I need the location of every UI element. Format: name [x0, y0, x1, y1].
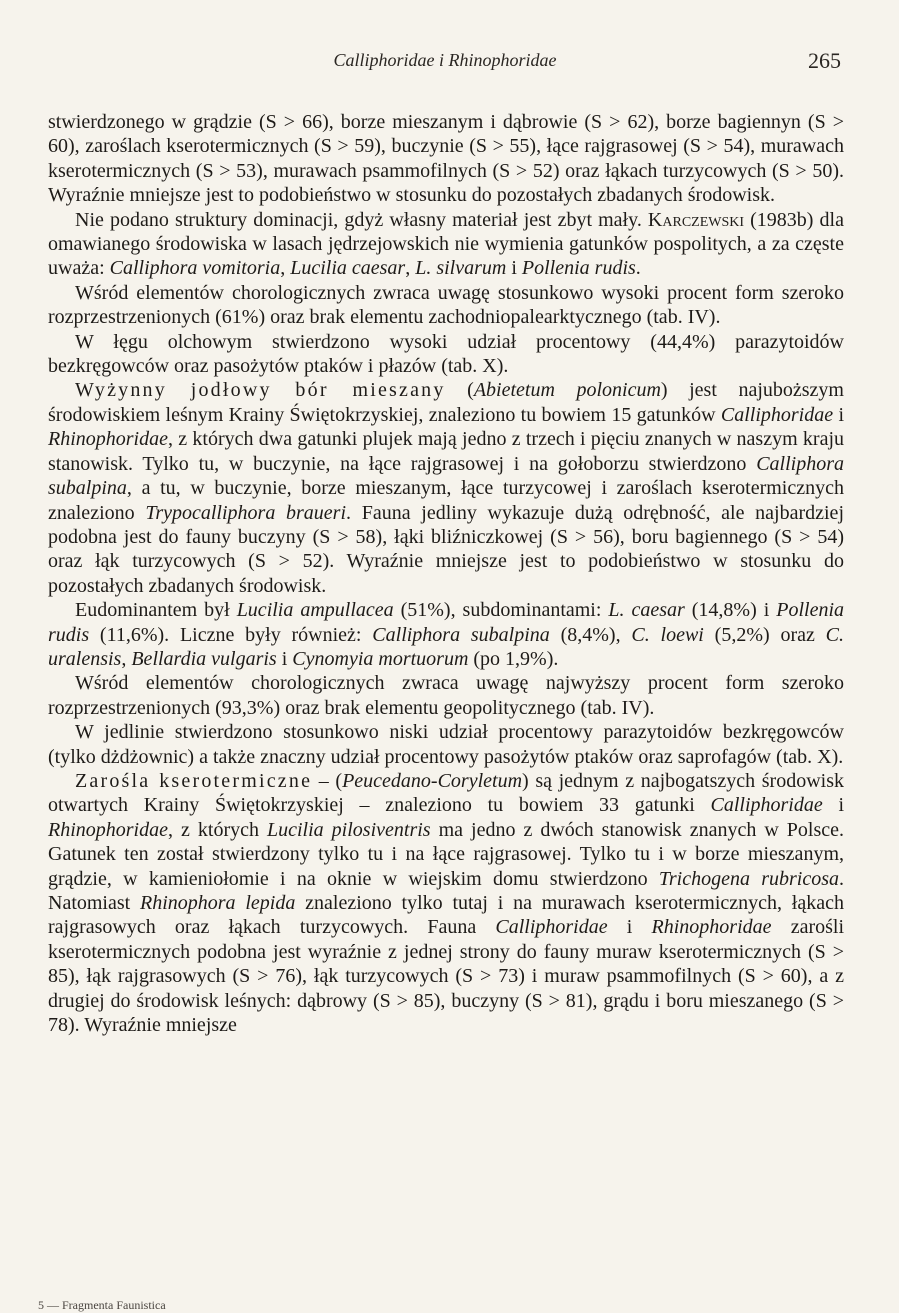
paragraph-3: Wśród elementów chorologicznych zwraca uwagę stosunkowo wysoki procent form szeroko rozprzestrzenionych (61%) oraz brak elementu zachodniopalearktycznego (tab. IV). [48, 281, 844, 329]
species-name: L. silvarum [415, 257, 507, 280]
paragraph-9: Zarośla kserotermiczne – (Peucedano-Coryletum) są jednym z najbogatszych środowisk otwartych Krainy Świętokrzyskiej – znaleziono tu bowiem 33 gatunki Calliphoridae i Rhinophoridae, z których Lucilia pilosiventris ma jedno z dwóch stanowisk znanych w Polsce. Gatunek ten został stwierdzony tylko tu i na łące rajgrasowej. Tylko tu i w borze mieszanym, grądzie, w kamieniołomie i na oknie w wiejskim domu stwierdzono Trichogena rubricosa. Natomiast Rhinophora lepida znaleziono tylko tutaj i na murawach kserotermicznych, łąkach rajgrasowych oraz łąkach turzycowych. Fauna Calliphoridae i Rhinophoridae zarośli kserotermicznych podobna jest wyraźnie z jednej strony do fauny muraw kserotermicznych (S > 85), łąk rajgrasowych (S > 76), łąk turzycowych (S > 73) i muraw psammofilnych (S > 60), a z drugiej do środowisk leśnych: dąbrowy (S > 85), buczyny (S > 81), grądu i boru mieszanego (S > 78). Wyraźnie mniejsze [48, 769, 844, 1037]
species-name: Bellardia vulgaris [131, 647, 277, 670]
family-name: Calliphoridae [720, 403, 834, 426]
running-title: Calliphoridae i Rhinophoridae [333, 50, 557, 70]
species-name: C. loewi [631, 623, 704, 646]
species-name: Pollenia rudis [521, 257, 636, 280]
species-name: Calliphora subalpina [48, 452, 844, 500]
family-name: Rhinophoridae [651, 916, 772, 939]
species-name: Calliphora subalpina [372, 623, 550, 646]
paragraph-7: Wśród elementów chorologicznych zwraca uwagę najwyższy procent form szeroko rozprzestrzenionych (93,3%) oraz brak elementu geopolitycznego (tab. IV). [48, 672, 844, 719]
species-name: C. uralensis [48, 623, 845, 670]
species-name: Lucilia caesar [290, 257, 406, 280]
family-name: Calliphoridae [710, 794, 823, 817]
author-name: Karczewski [647, 208, 745, 231]
page-number: 265 [808, 48, 841, 73]
species-name: Cynomyia mortuorum [292, 647, 469, 670]
paragraph-2: Nie podano struktury dominacji, gdyż własny materiał jest zbyt mały. Karczewski (1983b) dla omawianego środowiska w lasach jędrzejowskich nie wymienia gatunków pospolitych, a za częste uważa: Calliphora vomitoria, Lucilia caesar, L. silvarum i Pollenia rudis. [48, 208, 844, 280]
body-text [48, 110, 844, 1037]
paragraph-5: Wyżynny jodłowy bór mieszany (Abietetum polonicum) jest najuboższym środowiskiem leśnym Krainy Świętokrzyskiej, znaleziono tu bowiem 15 gatunków Calliphoridae i Rhinophoridae, z których dwa gatunki plujek mają jedno z trzech i pięciu znanych w naszym kraju stanowisk. Tylko tu, w buczynie, na łące rajgrasowej i na gołoborzu stwierdzono Calliphora subalpina, a tu, w buczynie, borze mieszanym, łące turzycowej i zaroślach kserotermicznych znaleziono Trypocalliphora braueri. Fauna jedliny wykazuje dużą odrębność, ale najbardziej podobna jest do fauny buczyny (S > 58), łąki bliźniczkowej (S > 56), boru bagiennego (S > 54) oraz łąk turzycowych (S > 52). Wyraźnie mniejsze jest to podobieństwo w stosunku do pozostałych zbadanych środowisk. [48, 379, 844, 597]
species-name: Calliphora vomitoria [109, 257, 281, 280]
species-name: L. caesar [608, 599, 685, 622]
association-name: Abietetum polonicum [473, 379, 661, 402]
association-name: Peucedano-Coryletum [342, 769, 523, 792]
paragraph-8: W jedlinie stwierdzono stosunkowo niski udział procentowy parazytoidów bezkręgowców (tylko dżdżownic) a także znaczny udział procentowy pasożytów ptaków oraz saprofagów (tab. X). [48, 721, 844, 768]
family-name: Calliphoridae [495, 916, 608, 939]
family-name: Rhinophoridae [48, 428, 168, 451]
species-name: Lucilia pilosiventris [267, 818, 431, 841]
paragraph-4: W łęgu olchowym stwierdzono wysoki udział procentowy (44,4%) parazytoidów bezkręgowców oraz pasożytów ptaków i płazów (tab. X). [48, 330, 844, 378]
family-name: Rhinophoridae [48, 818, 168, 841]
paragraph-1: stwierdzonego w grądzie (S > 66), borze mieszanym i dąbrowie (S > 62), borze bagiennyn (S > 60), zaroślach kserotermicznych (S > 59), buczynie (S > 55), łące rajgrasowej (S > 54), murawach kserotermicznych (S > 53), murawach psammofilnych (S > 52) oraz łąkach turzycowych (S > 50). Wyraźnie mniejsze jest to podobieństwo w stosunku do pozostałych zbadanych środowisk. [48, 111, 844, 207]
species-name: Trypocalliphora braueri [145, 501, 347, 524]
species-name: Pollenia rudis [48, 599, 844, 646]
signature-footer: 5 — Fragmenta Faunistica [38, 1298, 166, 1312]
species-name: Trichogena rubricosa [658, 867, 839, 890]
section-heading: Wyżynny jodłowy bór mieszany [75, 379, 446, 402]
section-heading: Zarośla kserotermiczne [75, 769, 313, 792]
paragraph-6: Eudominantem był Lucilia ampullacea (51%), subdominantami: L. caesar (14,8%) i Pollenia rudis (11,6%). Liczne były również: Calliphora subalpina (8,4%), C. loewi (5,2%) oraz C. uralensis, Bellardia vulgaris i Cynomyia mortuorum (po 1,9%). [48, 599, 845, 670]
species-name: Lucilia ampullacea [236, 599, 394, 622]
species-name: Rhinophora lepida [140, 892, 296, 914]
